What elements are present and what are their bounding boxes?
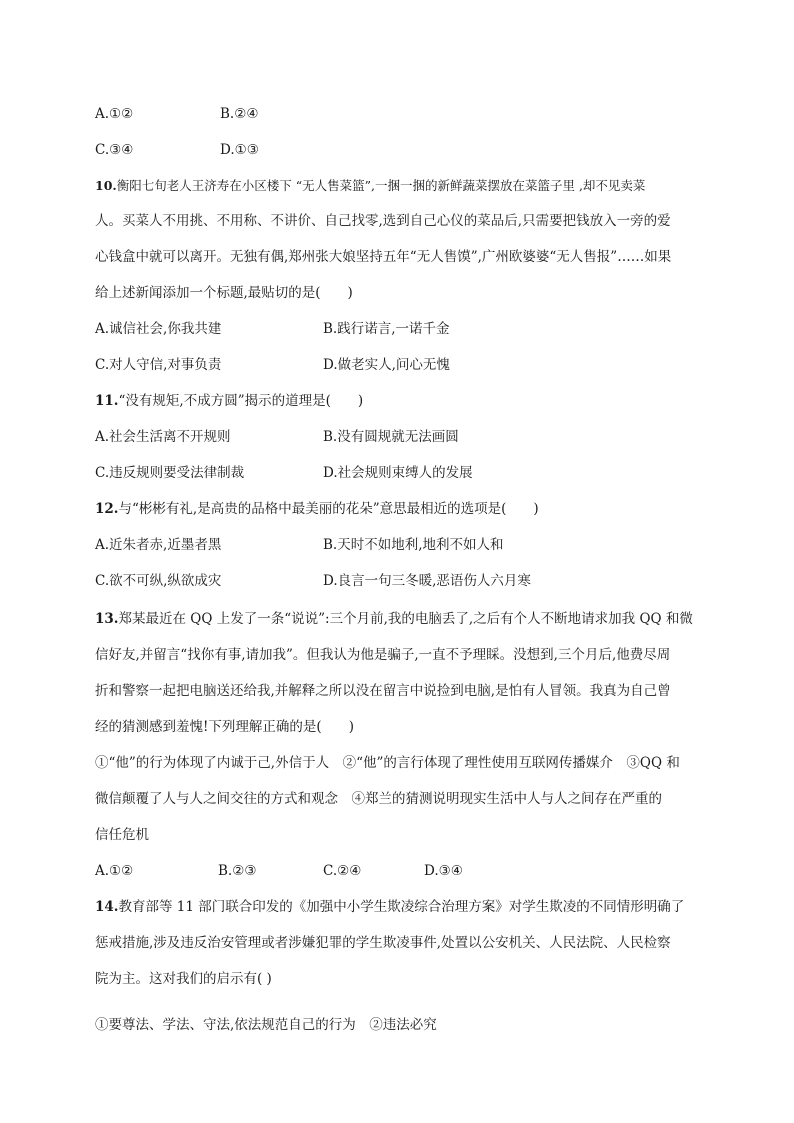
option-a: A.①② (95, 106, 134, 122)
question-13-line-2: 信好友,并留言“找你有事,请加我”。但我认为他是骗子,一直不予理睬。没想到,三个月后,他费尽周 (95, 647, 671, 663)
question-14-item-line-1: ①要尊法、学法、守法,依法规范自己的行为 ②违法必究 (95, 1017, 437, 1033)
question-number: 13. (95, 611, 119, 627)
question-text: 与“彬彬有礼,是高贵的品格中最美丽的花朵”意思最相近的选项是( ) (118, 501, 539, 517)
option-d: D.社会规则束缚人的发展 (323, 465, 473, 481)
option-d: D.做老实人,问心无愧 (323, 357, 450, 373)
question-text: 衡阳七旬老人王济寿在小区楼下 “无人售菜篮”,一捆一捆的新鲜蔬菜摆放在菜篮子里 ,却不见卖菜 (116, 178, 646, 193)
question-text: 教育部等 11 部门联合印发的《加强中小学生欺凌综合治理方案》对学生欺凌的不同情形明确了 (118, 899, 685, 915)
option-b: B.天时不如地利,地利不如人和 (323, 537, 504, 553)
question-14-line-3: 院为主。这对我们的启示有( ) (95, 971, 272, 987)
question-13-item-line-3: 信任危机 (95, 827, 149, 843)
question-13-line-4: 经的猜测感到羞愧!下列理解正确的是( ) (95, 719, 354, 735)
question-text: 郑某最近在 QQ 上发了一条“说说”:三个月前,我的电脑丢了,之后有个人不断地请求加我 QQ 和微 (118, 611, 693, 627)
question-text: “没有规矩,不成方圆”揭示的道理是( ) (118, 393, 364, 409)
option-a: A.近朱者赤,近墨者黑 (95, 537, 222, 553)
question-14-line-2: 惩戒措施,涉及违反治安管理或者涉嫌犯罪的学生欺凌事件,处置以公安机关、人民法院、人民检察 (95, 935, 671, 951)
option-b: B.②④ (220, 106, 259, 122)
option-c: C.违反规则要受法律制裁 (95, 465, 245, 481)
option-a: A.诚信社会,你我共建 (95, 321, 222, 337)
question-13-item-line-1: ①“他”的行为体现了内诚于己,外信于人 ②“他”的言行体现了理性使用互联网传播媒介 ③QQ 和 (95, 755, 680, 771)
question-10-line-4: 给上述新闻添加一个标题,最贴切的是( ) (95, 285, 353, 301)
option-a: A.①② (95, 863, 134, 879)
option-d: D.①③ (220, 142, 259, 158)
option-d: D.良言一句三冬暖,恶语伤人六月寒 (323, 573, 531, 589)
question-13-line-3: 折和警察一起把电脑送还给我,并解释之所以没在留言中说捡到电脑,是怕有人冒领。我真为自己曾 (95, 683, 671, 699)
question-13-line-1 (95, 610, 693, 628)
question-number: 14. (95, 899, 119, 915)
question-12-stem (95, 500, 539, 518)
option-a: A.社会生活离不开规则 (95, 429, 231, 445)
option-c: C.②④ (323, 863, 362, 879)
option-c: C.对人守信,对事负责 (95, 357, 222, 373)
option-b: B.没有圆规就无法画圆 (323, 429, 459, 445)
question-number: 10. (95, 178, 117, 193)
option-b: B.②③ (218, 863, 257, 879)
question-13-item-line-2: 微信颠覆了人与人之间交往的方式和观念 ④郑兰的猜测说明现实生活中人与人之间存在严重的 (95, 791, 662, 807)
question-14-line-1 (95, 898, 684, 916)
question-10-line-3: 心钱盒中就可以离开。无独有偶,郑州张大娘坚持五年“无人售馍”,广州欧婆婆“无人售报”……如果 (95, 249, 672, 265)
option-d: D.③④ (424, 863, 463, 879)
option-b: B.践行诺言,一诺千金 (323, 321, 450, 337)
option-c: C.③④ (95, 142, 134, 158)
question-11-stem (95, 392, 363, 410)
option-c: C.欲不可纵,纵欲成灾 (95, 573, 222, 589)
question-number: 11. (95, 393, 119, 409)
question-10-line-1 (95, 177, 645, 195)
question-10-line-2: 人。买菜人不用挑、不用称、不讲价、自己找零,选到自己心仪的菜品后,只需要把钱放入一旁的爱 (95, 213, 671, 229)
question-number: 12. (95, 501, 119, 517)
